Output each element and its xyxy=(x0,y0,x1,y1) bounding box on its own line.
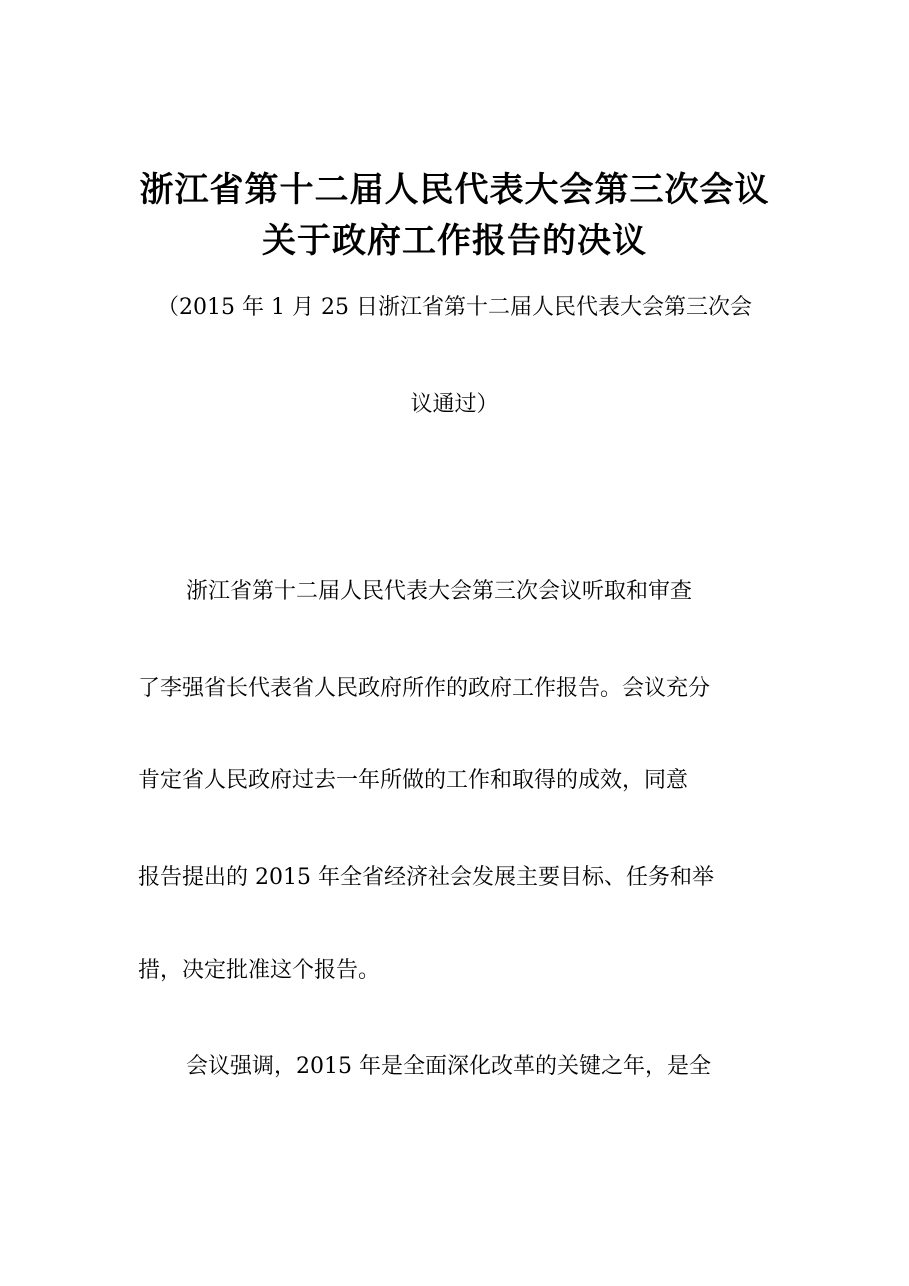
adoption-note-line-1: （2015 年 1 月 25 日浙江省第十二届人民代表大会第三次会 xyxy=(157,295,752,320)
paragraph-1-line-4: 报告提出的 2015 年全省经济社会发展主要目标、任务和举 xyxy=(138,865,714,890)
adoption-note-line-2: 议通过） xyxy=(410,392,499,417)
paragraph-1-line-5: 措，决定批准这个报告。 xyxy=(138,958,381,983)
paragraph-1-line-1: 浙江省第十二届人民代表大会第三次会议听取和审查 xyxy=(186,579,693,604)
paragraph-1-line-3: 肯定省人民政府过去一年所做的工作和取得的成效，同意 xyxy=(138,768,689,793)
document-title-line-2: 关于政府工作报告的决议 xyxy=(262,221,647,261)
paragraph-2-line-1: 会议强调，2015 年是全面深化改革的关键之年，是全 xyxy=(186,1054,711,1079)
paragraph-1-line-2: 了李强省长代表省人民政府所作的政府工作报告。会议充分 xyxy=(138,676,711,701)
document-title-line-1: 浙江省第十二届人民代表大会第三次会议 xyxy=(139,170,770,210)
